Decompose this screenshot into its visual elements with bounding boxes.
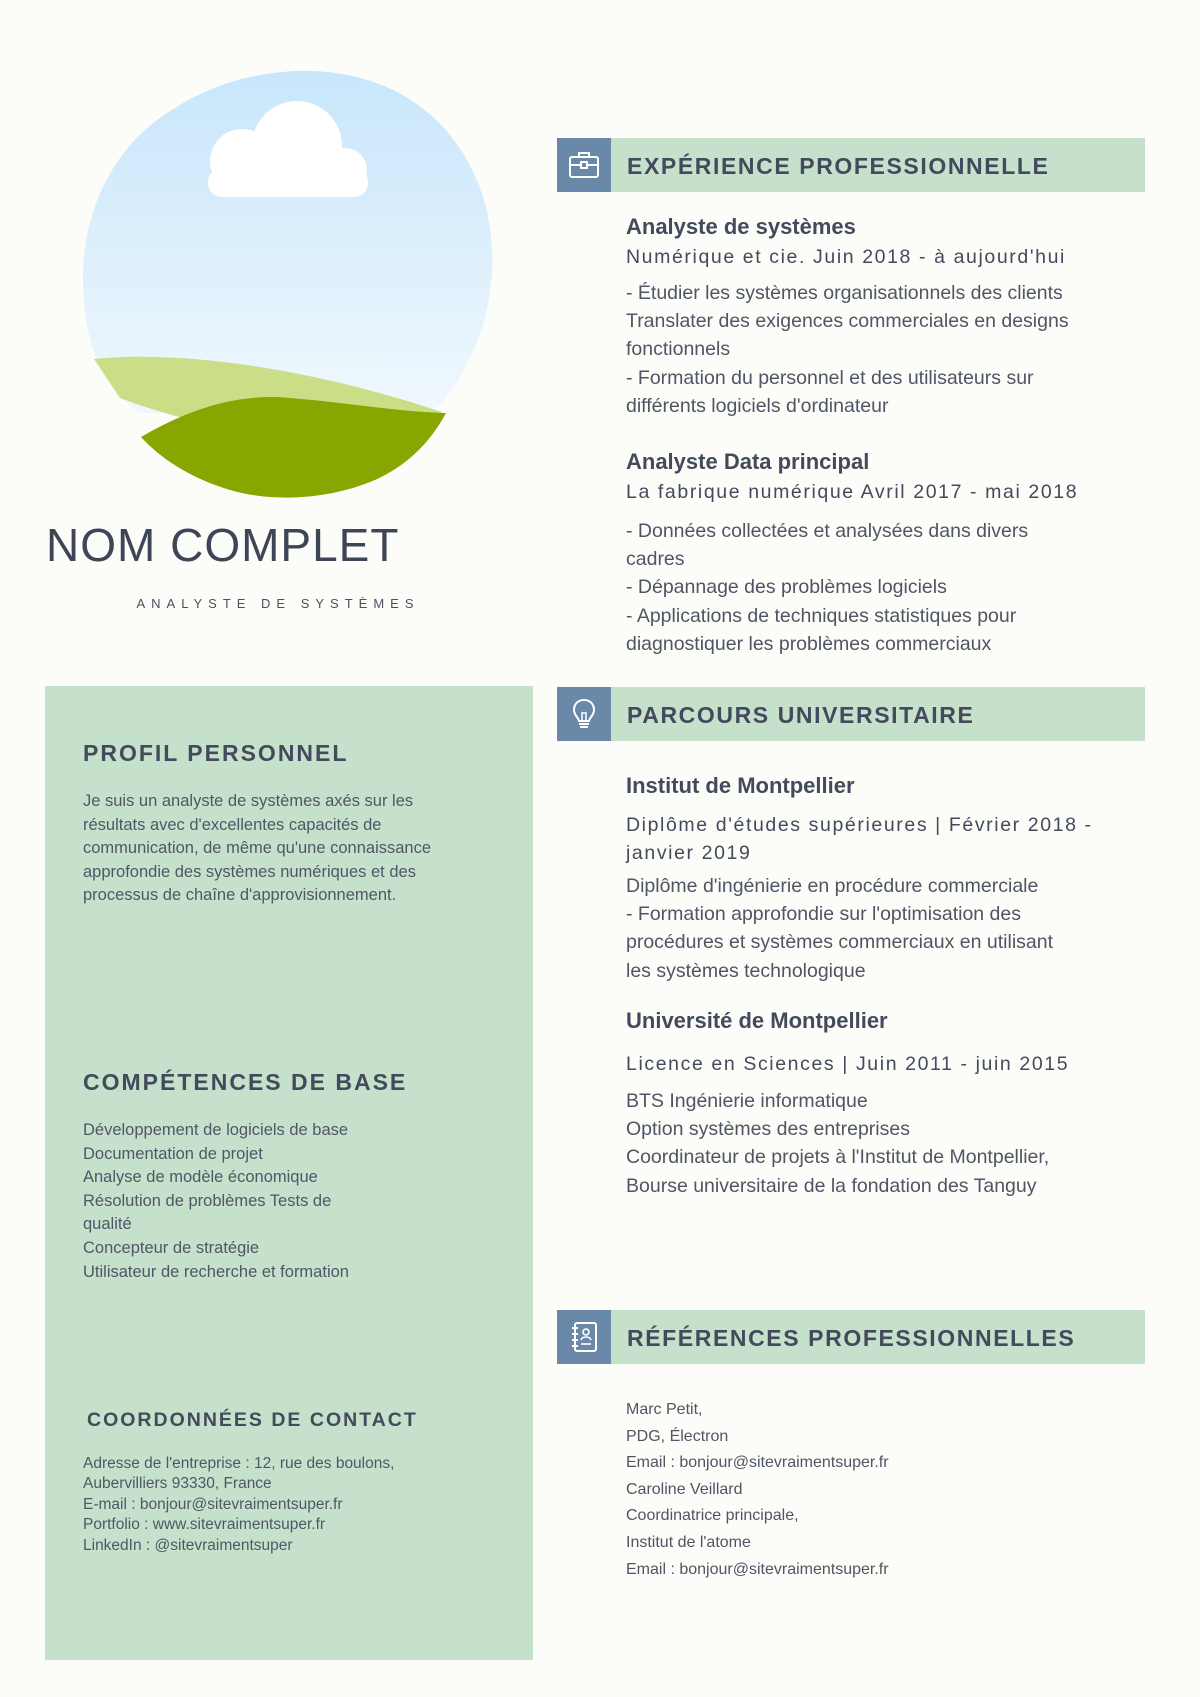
reference-email: Email : bonjour@sitevraimentsuper.fr <box>626 1454 889 1472</box>
job-line: - Données collectées et analysées dans divers <box>626 520 1029 542</box>
contact-city: Aubervilliers 93330, France <box>83 1475 272 1493</box>
job-line: différents logiciels d'ordinateur <box>626 394 889 417</box>
job-line: - Dépannage des problèmes logiciels <box>626 576 947 599</box>
school-line: - Formation approfondie sur l'optimisation des <box>626 903 1021 926</box>
job-title-2: Analyste Data principal <box>626 449 870 474</box>
education-icon-box <box>557 687 611 741</box>
experience-heading: EXPÉRIENCE PROFESSIONNELLE <box>627 153 1050 179</box>
school-line: Bourse universitaire de la fondation des Tanguy <box>626 1174 1037 1197</box>
school-line: BTS Ingénierie informatique <box>626 1090 868 1112</box>
school-description-1 <box>626 872 1146 985</box>
profile-text: Je suis un analyste de systèmes axés sur les résultats avec d'excellentes capacités de communication, de même qu'une connaissance approfondie des systèmes numériques et des processus de chaîne d'approvisionnement. <box>83 792 432 905</box>
skill-item: Documentation de projet <box>83 1144 263 1163</box>
school-line: Coordinateur de projets à l'Institut de Montpellier, <box>626 1146 1050 1169</box>
education-header <box>557 687 1145 741</box>
skill-item: Analyse de modèle économique <box>83 1168 318 1187</box>
job-line: fonctionnels <box>626 338 731 361</box>
school-line: Option systèmes des entreprises <box>626 1118 910 1141</box>
school-subtitle-2: Licence en Sciences | Juin 2011 - juin 2015 <box>626 1053 1070 1075</box>
reference-line: Coordinatrice principale, <box>626 1507 799 1525</box>
contact-portfolio: Portfolio : www.sitevraimentsuper.fr <box>83 1516 326 1534</box>
skills-list <box>83 1119 349 1284</box>
skill-item: Résolution de problèmes Tests de <box>83 1191 332 1210</box>
school-name-1: Institut de Montpellier <box>626 773 855 798</box>
landscape-illustration <box>80 68 500 498</box>
skill-item: Utilisateur de recherche et formation <box>83 1262 349 1281</box>
reference-line: Marc Petit, <box>626 1401 703 1418</box>
job-line: - Étudier les systèmes organisationnels des clients <box>626 282 1063 304</box>
skill-item: Développement de logiciels de base <box>83 1121 349 1139</box>
contact-heading: COORDONNÉES DE CONTACT <box>87 1409 418 1431</box>
job-line: Translater des exigences commerciales en designs <box>626 310 1069 333</box>
job-line: diagnostiquer les problèmes commerciaux <box>626 632 992 655</box>
contact-list <box>83 1454 394 1556</box>
references-list <box>626 1397 889 1583</box>
briefcase-icon <box>566 147 602 183</box>
school-line: procédures et systèmes commerciaux en utilisant <box>626 931 1054 954</box>
job-subtitle-2: La fabrique numérique Avril 2017 - mai 2018 <box>626 481 1079 503</box>
full-name: NOM COMPLET <box>46 519 400 571</box>
skill-item: qualité <box>83 1215 132 1234</box>
school-subtitle-1: Diplôme d'études supérieures | Février 2018 - janvier 2019 <box>626 814 1093 864</box>
job-description-1 <box>626 279 1146 420</box>
job-description-2 <box>626 517 1146 658</box>
references-icon-box <box>557 1310 611 1364</box>
job-line: - Formation du personnel et des utilisateurs sur <box>626 366 1034 389</box>
skill-item: Concepteur de stratégie <box>83 1238 260 1257</box>
contact-address: Adresse de l'entreprise : 12, rue des boulons, <box>83 1455 395 1472</box>
references-header <box>557 1310 1145 1364</box>
lightbulb-icon <box>566 696 602 732</box>
job-subtitle-1: Numérique et cie. Juin 2018 - à aujourd'hui <box>626 246 1066 268</box>
profile-heading: PROFIL PERSONNEL <box>83 740 349 766</box>
contact-linkedin: LinkedIn : @sitevraimentsuper <box>83 1536 293 1554</box>
school-line: Diplôme d'ingénierie en procédure commerciale <box>626 875 1039 897</box>
job-title-1: Analyste de systèmes <box>626 214 856 239</box>
experience-header <box>557 138 1145 192</box>
contact-email: E-mail : bonjour@sitevraimentsuper.fr <box>83 1495 343 1513</box>
job-line: cadres <box>626 548 685 571</box>
skills-heading: COMPÉTENCES DE BASE <box>83 1069 408 1095</box>
school-description-2 <box>626 1087 1146 1200</box>
job-title: ANALYSTE DE SYSTÈMES <box>136 596 420 611</box>
reference-line: Caroline Veillard <box>626 1480 743 1498</box>
reference-email: Email : bonjour@sitevraimentsuper.fr <box>626 1560 889 1578</box>
address-book-icon <box>566 1319 602 1355</box>
education-heading: PARCOURS UNIVERSITAIRE <box>627 702 975 728</box>
experience-icon-box <box>557 138 611 192</box>
reference-line: PDG, Électron <box>626 1427 729 1445</box>
references-heading: RÉFÉRENCES PROFESSIONNELLES <box>627 1325 1076 1351</box>
left-panel <box>45 686 533 1660</box>
school-name-2: Université de Montpellier <box>626 1008 888 1033</box>
school-line: les systèmes technologique <box>626 959 866 982</box>
reference-line: Institut de l'atome <box>626 1533 751 1551</box>
job-line: - Applications de techniques statistiques pour <box>626 604 1017 627</box>
